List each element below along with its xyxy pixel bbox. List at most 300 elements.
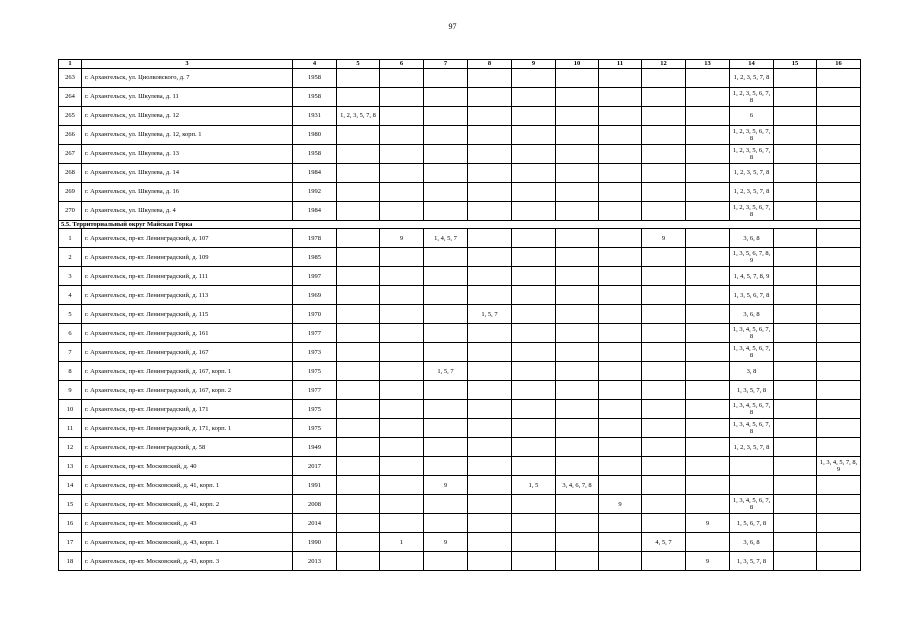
col12-cell bbox=[642, 514, 686, 533]
col13-cell bbox=[686, 202, 730, 221]
col16-cell bbox=[817, 126, 861, 145]
col7-cell bbox=[424, 183, 468, 202]
address-cell: г. Архангельск, ул. Шкулева, д. 12 bbox=[82, 107, 293, 126]
col9-cell bbox=[512, 305, 556, 324]
col7-cell bbox=[424, 419, 468, 438]
col13-cell bbox=[686, 457, 730, 476]
col10-cell bbox=[556, 533, 599, 552]
address-cell: г. Архангельск, пр-кт. Ленинградский, д. 58 bbox=[82, 438, 293, 457]
address-cell: г. Архангельск, ул. Шкулева, д. 11 bbox=[82, 88, 293, 107]
col16-cell bbox=[817, 400, 861, 419]
year-cell: 1931 bbox=[293, 107, 337, 126]
col8-cell bbox=[468, 107, 512, 126]
col6-cell bbox=[380, 495, 424, 514]
year-cell: 1973 bbox=[293, 343, 337, 362]
col15-cell bbox=[774, 533, 817, 552]
col8-cell bbox=[468, 552, 512, 571]
data-table bbox=[58, 59, 861, 571]
col8-cell bbox=[468, 476, 512, 495]
col15-cell bbox=[774, 267, 817, 286]
col16-cell bbox=[817, 202, 861, 221]
col9-cell bbox=[512, 400, 556, 419]
col14-cell: 1, 2, 3, 5, 7, 8 bbox=[730, 183, 774, 202]
col11-cell bbox=[599, 419, 642, 438]
col7-cell bbox=[424, 552, 468, 571]
col13-cell bbox=[686, 229, 730, 248]
col16-cell bbox=[817, 183, 861, 202]
col16-cell bbox=[817, 324, 861, 343]
col15-cell bbox=[774, 362, 817, 381]
row-number-cell: 17 bbox=[59, 533, 82, 552]
row-number-cell: 4 bbox=[59, 286, 82, 305]
col12-cell bbox=[642, 88, 686, 107]
col10-cell bbox=[556, 514, 599, 533]
address-cell: г. Архангельск, ул. Шкулева, д. 14 bbox=[82, 164, 293, 183]
col5-cell bbox=[337, 324, 380, 343]
year-cell: 1975 bbox=[293, 419, 337, 438]
row-number-cell: 7 bbox=[59, 343, 82, 362]
col13-cell bbox=[686, 476, 730, 495]
table-row bbox=[59, 267, 861, 286]
col9-cell bbox=[512, 248, 556, 267]
col10-cell bbox=[556, 343, 599, 362]
address-cell: г. Архангельск, пр-кт. Ленинградский, д. 167, корп. 2 bbox=[82, 381, 293, 400]
col14-cell: 1, 3, 4, 5, 6, 7, 8 bbox=[730, 400, 774, 419]
col16-cell bbox=[817, 305, 861, 324]
col7-cell bbox=[424, 305, 468, 324]
column-header: 13 bbox=[686, 60, 730, 69]
column-header: 3 bbox=[82, 60, 293, 69]
col6-cell bbox=[380, 514, 424, 533]
year-cell: 1978 bbox=[293, 229, 337, 248]
col11-cell bbox=[599, 126, 642, 145]
address-cell: г. Архангельск, пр-кт. Ленинградский, д. 171 bbox=[82, 400, 293, 419]
col14-cell: 1, 2, 3, 5, 7, 8 bbox=[730, 438, 774, 457]
year-cell: 1977 bbox=[293, 324, 337, 343]
col9-cell bbox=[512, 286, 556, 305]
col6-cell bbox=[380, 552, 424, 571]
address-cell: г. Архангельск, ул. Циолковского, д. 7 bbox=[82, 69, 293, 88]
col6-cell bbox=[380, 107, 424, 126]
table-row bbox=[59, 107, 861, 126]
col7-cell bbox=[424, 126, 468, 145]
year-cell: 1958 bbox=[293, 88, 337, 107]
table-row bbox=[59, 457, 861, 476]
col15-cell bbox=[774, 164, 817, 183]
year-cell: 1990 bbox=[293, 533, 337, 552]
column-header: 1 bbox=[59, 60, 82, 69]
col9-cell: 1, 5 bbox=[512, 476, 556, 495]
col7-cell bbox=[424, 107, 468, 126]
col9-cell bbox=[512, 145, 556, 164]
col5-cell bbox=[337, 533, 380, 552]
col14-cell: 1, 2, 3, 5, 6, 7, 8 bbox=[730, 202, 774, 221]
col7-cell bbox=[424, 164, 468, 183]
col14-cell: 1, 3, 5, 7, 8 bbox=[730, 381, 774, 400]
col8-cell bbox=[468, 145, 512, 164]
col7-cell bbox=[424, 514, 468, 533]
col7-cell: 1, 5, 7 bbox=[424, 362, 468, 381]
address-cell: г. Архангельск, ул. Шкулева, д. 12, корп. 1 bbox=[82, 126, 293, 145]
col14-cell: 1, 4, 5, 7, 8, 9 bbox=[730, 267, 774, 286]
year-cell: 1997 bbox=[293, 267, 337, 286]
table-row bbox=[59, 324, 861, 343]
col5-cell bbox=[337, 343, 380, 362]
col12-cell bbox=[642, 107, 686, 126]
col16-cell bbox=[817, 514, 861, 533]
col7-cell bbox=[424, 248, 468, 267]
row-number-cell: 264 bbox=[59, 88, 82, 107]
col15-cell bbox=[774, 202, 817, 221]
col11-cell bbox=[599, 183, 642, 202]
col10-cell bbox=[556, 419, 599, 438]
col11-cell bbox=[599, 457, 642, 476]
col12-cell bbox=[642, 343, 686, 362]
col9-cell bbox=[512, 495, 556, 514]
col6-cell bbox=[380, 145, 424, 164]
col11-cell bbox=[599, 533, 642, 552]
col8-cell bbox=[468, 362, 512, 381]
col7-cell: 1, 4, 5, 7 bbox=[424, 229, 468, 248]
col11-cell bbox=[599, 107, 642, 126]
table-row bbox=[59, 126, 861, 145]
col10-cell bbox=[556, 324, 599, 343]
col11-cell bbox=[599, 552, 642, 571]
table-row bbox=[59, 69, 861, 88]
address-cell: г. Архангельск, пр-кт. Московский, д. 40 bbox=[82, 457, 293, 476]
col13-cell bbox=[686, 324, 730, 343]
col9-cell bbox=[512, 229, 556, 248]
col8-cell bbox=[468, 457, 512, 476]
col7-cell bbox=[424, 438, 468, 457]
table-row bbox=[59, 495, 861, 514]
col13-cell bbox=[686, 381, 730, 400]
col8-cell bbox=[468, 286, 512, 305]
address-cell: г. Архангельск, пр-кт. Ленинградский, д. 111 bbox=[82, 267, 293, 286]
col9-cell bbox=[512, 533, 556, 552]
col6-cell bbox=[380, 202, 424, 221]
col12-cell bbox=[642, 495, 686, 514]
column-header: 8 bbox=[468, 60, 512, 69]
col15-cell bbox=[774, 145, 817, 164]
col9-cell bbox=[512, 381, 556, 400]
col11-cell: 9 bbox=[599, 495, 642, 514]
col15-cell bbox=[774, 229, 817, 248]
col12-cell: 4, 5, 7 bbox=[642, 533, 686, 552]
col14-cell: 1, 3, 5, 7, 8 bbox=[730, 552, 774, 571]
col10-cell bbox=[556, 400, 599, 419]
col14-cell: 1, 2, 3, 5, 7, 8 bbox=[730, 164, 774, 183]
col10-cell bbox=[556, 229, 599, 248]
col11-cell bbox=[599, 286, 642, 305]
col5-cell bbox=[337, 164, 380, 183]
row-number-cell: 14 bbox=[59, 476, 82, 495]
col7-cell bbox=[424, 324, 468, 343]
col13-cell: 9 bbox=[686, 552, 730, 571]
table-row bbox=[59, 286, 861, 305]
address-cell: г. Архангельск, ул. Шкулева, д. 13 bbox=[82, 145, 293, 164]
col11-cell bbox=[599, 381, 642, 400]
col13-cell bbox=[686, 400, 730, 419]
col6-cell bbox=[380, 88, 424, 107]
col11-cell bbox=[599, 362, 642, 381]
row-number-cell: 270 bbox=[59, 202, 82, 221]
col16-cell bbox=[817, 476, 861, 495]
col9-cell bbox=[512, 457, 556, 476]
col12-cell bbox=[642, 457, 686, 476]
col15-cell bbox=[774, 69, 817, 88]
col5-cell bbox=[337, 400, 380, 419]
year-cell: 1984 bbox=[293, 202, 337, 221]
col7-cell bbox=[424, 343, 468, 362]
col10-cell bbox=[556, 88, 599, 107]
table-row bbox=[59, 533, 861, 552]
col16-cell bbox=[817, 248, 861, 267]
col7-cell bbox=[424, 267, 468, 286]
col10-cell bbox=[556, 305, 599, 324]
col13-cell bbox=[686, 533, 730, 552]
table-row bbox=[59, 514, 861, 533]
col5-cell bbox=[337, 438, 380, 457]
col11-cell bbox=[599, 164, 642, 183]
year-cell: 1949 bbox=[293, 438, 337, 457]
col11-cell bbox=[599, 145, 642, 164]
col5-cell bbox=[337, 362, 380, 381]
col10-cell bbox=[556, 69, 599, 88]
col11-cell bbox=[599, 229, 642, 248]
col13-cell bbox=[686, 305, 730, 324]
col16-cell bbox=[817, 362, 861, 381]
year-cell: 2014 bbox=[293, 514, 337, 533]
col13-cell bbox=[686, 183, 730, 202]
address-cell: г. Архангельск, пр-кт. Московский, д. 43, корп. 3 bbox=[82, 552, 293, 571]
row-number-cell: 1 bbox=[59, 229, 82, 248]
col5-cell bbox=[337, 145, 380, 164]
col14-cell: 1, 3, 5, 6, 7, 8, 9 bbox=[730, 248, 774, 267]
table-row bbox=[59, 400, 861, 419]
column-header: 11 bbox=[599, 60, 642, 69]
col9-cell bbox=[512, 107, 556, 126]
col10-cell bbox=[556, 107, 599, 126]
col15-cell bbox=[774, 514, 817, 533]
row-number-cell: 8 bbox=[59, 362, 82, 381]
col11-cell bbox=[599, 69, 642, 88]
year-cell: 2013 bbox=[293, 552, 337, 571]
col5-cell bbox=[337, 552, 380, 571]
col6-cell bbox=[380, 381, 424, 400]
table-row bbox=[59, 305, 861, 324]
col16-cell: 1, 3, 4, 5, 7, 8, 9 bbox=[817, 457, 861, 476]
col12-cell bbox=[642, 419, 686, 438]
col6-cell bbox=[380, 126, 424, 145]
col15-cell bbox=[774, 457, 817, 476]
col13-cell bbox=[686, 495, 730, 514]
col14-cell: 1, 2, 3, 5, 6, 7, 8 bbox=[730, 126, 774, 145]
address-cell: г. Архангельск, ул. Шкулева, д. 16 bbox=[82, 183, 293, 202]
col14-cell: 1, 5, 6, 7, 8 bbox=[730, 514, 774, 533]
col5-cell bbox=[337, 69, 380, 88]
col8-cell bbox=[468, 438, 512, 457]
col14-cell: 1, 2, 3, 5, 7, 8 bbox=[730, 69, 774, 88]
column-header: 15 bbox=[774, 60, 817, 69]
col5-cell bbox=[337, 286, 380, 305]
col12-cell bbox=[642, 438, 686, 457]
col12-cell bbox=[642, 164, 686, 183]
row-number-cell: 265 bbox=[59, 107, 82, 126]
col15-cell bbox=[774, 419, 817, 438]
col8-cell bbox=[468, 267, 512, 286]
col8-cell: 1, 5, 7 bbox=[468, 305, 512, 324]
column-header: 12 bbox=[642, 60, 686, 69]
col8-cell bbox=[468, 88, 512, 107]
year-cell: 1992 bbox=[293, 183, 337, 202]
col6-cell bbox=[380, 248, 424, 267]
col7-cell bbox=[424, 495, 468, 514]
table-row bbox=[59, 476, 861, 495]
table-row bbox=[59, 248, 861, 267]
col15-cell bbox=[774, 381, 817, 400]
col10-cell bbox=[556, 438, 599, 457]
col9-cell bbox=[512, 552, 556, 571]
row-number-cell: 10 bbox=[59, 400, 82, 419]
column-header: 7 bbox=[424, 60, 468, 69]
year-cell: 1984 bbox=[293, 164, 337, 183]
col9-cell bbox=[512, 362, 556, 381]
row-number-cell: 3 bbox=[59, 267, 82, 286]
col8-cell bbox=[468, 202, 512, 221]
col13-cell bbox=[686, 438, 730, 457]
col5-cell bbox=[337, 419, 380, 438]
col7-cell bbox=[424, 69, 468, 88]
row-number-cell: 16 bbox=[59, 514, 82, 533]
col16-cell bbox=[817, 107, 861, 126]
col9-cell bbox=[512, 514, 556, 533]
col13-cell bbox=[686, 362, 730, 381]
col13-cell bbox=[686, 286, 730, 305]
col16-cell bbox=[817, 438, 861, 457]
row-number-cell: 18 bbox=[59, 552, 82, 571]
col8-cell bbox=[468, 343, 512, 362]
table-row bbox=[59, 229, 861, 248]
col5-cell bbox=[337, 183, 380, 202]
col12-cell bbox=[642, 400, 686, 419]
col15-cell bbox=[774, 438, 817, 457]
col11-cell bbox=[599, 438, 642, 457]
address-cell: г. Архангельск, пр-кт. Ленинградский, д. 113 bbox=[82, 286, 293, 305]
col8-cell bbox=[468, 419, 512, 438]
table-row bbox=[59, 552, 861, 571]
col14-cell: 3, 8 bbox=[730, 362, 774, 381]
col13-cell bbox=[686, 88, 730, 107]
table-row bbox=[59, 381, 861, 400]
year-cell: 1958 bbox=[293, 69, 337, 88]
col16-cell bbox=[817, 343, 861, 362]
row-number-cell: 6 bbox=[59, 324, 82, 343]
column-header: 6 bbox=[380, 60, 424, 69]
year-cell: 1970 bbox=[293, 305, 337, 324]
col7-cell bbox=[424, 457, 468, 476]
col6-cell bbox=[380, 362, 424, 381]
col15-cell bbox=[774, 495, 817, 514]
col12-cell bbox=[642, 183, 686, 202]
col15-cell bbox=[774, 107, 817, 126]
col9-cell bbox=[512, 343, 556, 362]
col5-cell bbox=[337, 495, 380, 514]
col8-cell bbox=[468, 183, 512, 202]
col10-cell bbox=[556, 495, 599, 514]
col6-cell bbox=[380, 476, 424, 495]
column-header: 10 bbox=[556, 60, 599, 69]
table-row bbox=[59, 419, 861, 438]
col16-cell bbox=[817, 552, 861, 571]
year-cell: 1975 bbox=[293, 362, 337, 381]
col8-cell bbox=[468, 381, 512, 400]
col11-cell bbox=[599, 202, 642, 221]
col15-cell bbox=[774, 305, 817, 324]
column-header: 9 bbox=[512, 60, 556, 69]
table-row bbox=[59, 88, 861, 107]
col9-cell bbox=[512, 126, 556, 145]
row-number-cell: 9 bbox=[59, 381, 82, 400]
col11-cell bbox=[599, 343, 642, 362]
col16-cell bbox=[817, 495, 861, 514]
col8-cell bbox=[468, 533, 512, 552]
col12-cell bbox=[642, 145, 686, 164]
col10-cell bbox=[556, 164, 599, 183]
col16-cell bbox=[817, 88, 861, 107]
col7-cell bbox=[424, 381, 468, 400]
col11-cell bbox=[599, 476, 642, 495]
col9-cell bbox=[512, 419, 556, 438]
col13-cell bbox=[686, 126, 730, 145]
year-cell: 1980 bbox=[293, 126, 337, 145]
col7-cell bbox=[424, 88, 468, 107]
year-cell: 2017 bbox=[293, 457, 337, 476]
col13-cell: 9 bbox=[686, 514, 730, 533]
col6-cell: 9 bbox=[380, 229, 424, 248]
col13-cell bbox=[686, 343, 730, 362]
col8-cell bbox=[468, 400, 512, 419]
row-number-cell: 269 bbox=[59, 183, 82, 202]
address-cell: г. Архангельск, пр-кт. Ленинградский, д. 167 bbox=[82, 343, 293, 362]
col13-cell bbox=[686, 107, 730, 126]
col7-cell bbox=[424, 145, 468, 164]
col7-cell bbox=[424, 286, 468, 305]
col9-cell bbox=[512, 164, 556, 183]
col8-cell bbox=[468, 69, 512, 88]
col12-cell bbox=[642, 126, 686, 145]
col16-cell bbox=[817, 286, 861, 305]
col10-cell bbox=[556, 362, 599, 381]
column-header: 16 bbox=[817, 60, 861, 69]
col6-cell bbox=[380, 286, 424, 305]
col13-cell bbox=[686, 145, 730, 164]
col8-cell bbox=[468, 126, 512, 145]
col12-cell bbox=[642, 324, 686, 343]
row-number-cell: 268 bbox=[59, 164, 82, 183]
col14-cell: 3, 6, 8 bbox=[730, 229, 774, 248]
col13-cell bbox=[686, 267, 730, 286]
col7-cell bbox=[424, 202, 468, 221]
col10-cell bbox=[556, 286, 599, 305]
table-row bbox=[59, 145, 861, 164]
col8-cell bbox=[468, 164, 512, 183]
page-number: 97 bbox=[448, 22, 457, 31]
col10-cell bbox=[556, 145, 599, 164]
year-cell: 2008 bbox=[293, 495, 337, 514]
row-number-cell: 263 bbox=[59, 69, 82, 88]
col5-cell bbox=[337, 88, 380, 107]
